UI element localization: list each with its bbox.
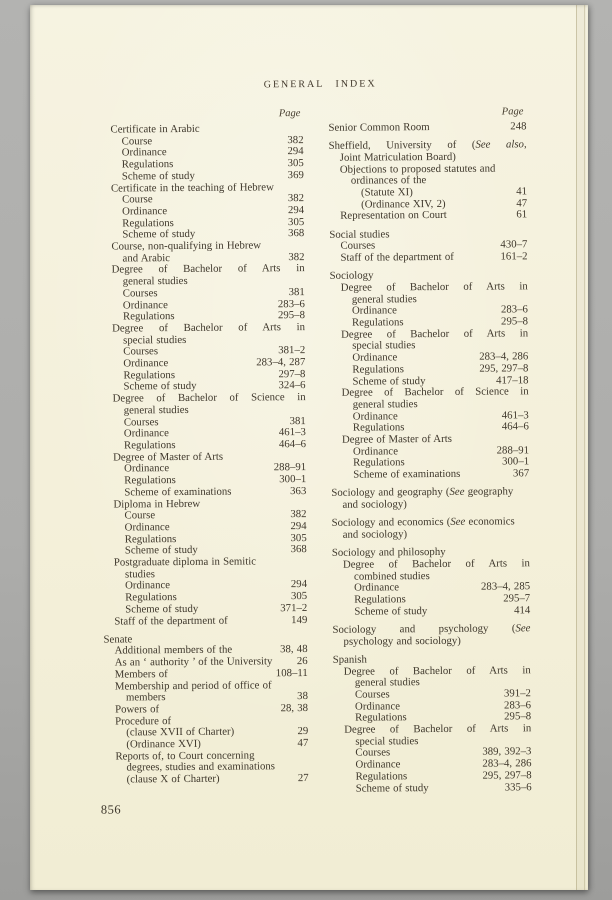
index-line	[105, 773, 309, 786]
entry-text: Ordinance	[122, 298, 168, 312]
entry-text: Courses	[122, 287, 158, 300]
index-group	[332, 623, 530, 648]
entry-text: Degree of Bachelor of Arts in	[340, 280, 528, 294]
entry-text: Objections to proposed statutes and	[339, 162, 496, 176]
page-number: 283–4, 286	[482, 757, 532, 770]
index-line	[329, 210, 527, 223]
entry-text: Ordinance	[354, 699, 401, 713]
page-number: 381	[288, 285, 305, 298]
entry-text: Staff of the department of	[340, 250, 454, 264]
entry-text: Ordinance	[351, 304, 397, 318]
entry-text: Ordinance	[355, 758, 401, 771]
cross-reference-text: See	[450, 516, 466, 529]
page-number: 61	[516, 208, 528, 221]
page-number: 382	[290, 508, 307, 521]
entry-text: economics	[465, 515, 515, 529]
entry-text: Scheme of study	[125, 602, 199, 616]
entry-text: Ordinance	[124, 462, 170, 475]
index-column-right	[328, 121, 531, 795]
page-number: 29	[297, 725, 309, 738]
entry-text	[329, 138, 527, 152]
entry-text: Scheme of study	[352, 374, 426, 388]
entry-text: Degree of Bachelor of Arts in	[343, 663, 531, 678]
index-group	[103, 633, 308, 787]
page-number: 288–91	[496, 444, 530, 457]
entry-text: (clause XVII of Charter)	[126, 725, 235, 739]
index-line	[332, 593, 530, 606]
index-group	[329, 228, 527, 265]
folio-number: 856	[100, 802, 122, 817]
page-number: 389, 392–3	[482, 745, 532, 759]
entry-text: Regulations	[124, 474, 176, 487]
entry-text: general studies	[122, 275, 188, 288]
index-group	[329, 139, 528, 222]
page-number: 295, 297–8	[479, 362, 529, 375]
entry-text: Sociology and philosophy	[331, 546, 446, 560]
entry-text: combined studies	[353, 569, 430, 583]
index-line	[329, 251, 527, 264]
entry-text: Certificate in the teaching of Hebrew	[110, 180, 274, 195]
page-number: 295–7	[503, 592, 531, 605]
entry-text: Ordinance	[122, 205, 168, 218]
page-number: 367	[512, 467, 530, 480]
index-line	[331, 468, 529, 481]
entry-text: (clause X of Charter)	[126, 772, 220, 786]
page-number: 294	[290, 578, 308, 591]
page-number: 295–8	[504, 710, 532, 723]
entry-text: Sociology and psychology (	[332, 622, 516, 636]
page-number: 381	[289, 414, 306, 427]
entry-text: Degree of Master of Arts	[113, 450, 224, 464]
entry-text: Scheme of study	[121, 169, 195, 183]
entry-text: Ordinance	[124, 521, 170, 534]
page-number: 461–3	[501, 408, 529, 422]
entry-text: Representation on Court	[340, 209, 447, 223]
page-number: 149	[291, 613, 308, 626]
entry-text: Regulations	[352, 363, 405, 376]
index-group	[331, 487, 529, 512]
entry-text: special studies	[355, 734, 419, 748]
entry-text: special studies	[352, 339, 416, 353]
entry-text: Course	[124, 509, 156, 522]
entry-text: general studies	[351, 292, 417, 306]
entry-text: studies	[124, 567, 156, 581]
running-head-title: GENERAL INDEX	[263, 78, 377, 91]
index-line	[332, 558, 530, 571]
page-number: 248	[510, 120, 527, 133]
entry-text: and sociology)	[342, 528, 408, 541]
entry-text: Procedure of	[115, 714, 172, 728]
entry-text: Course, non-qualifying in Hebrew	[111, 239, 262, 253]
entry-text: ,	[523, 138, 527, 151]
entry-text: Regulations	[354, 593, 406, 606]
page-number: 382	[287, 133, 304, 146]
entry-text: Degree of Bachelor of Arts in	[344, 722, 532, 736]
entry-text: Regulations	[355, 770, 408, 783]
cross-reference-text: See	[449, 486, 465, 499]
page-number: 461–3	[278, 426, 306, 439]
entry-text: Senior Common Room	[328, 121, 430, 134]
entry-text: Social studies	[329, 227, 390, 241]
entry-text: Members of	[114, 667, 168, 681]
entry-text: Courses	[123, 415, 159, 429]
entry-text	[332, 622, 530, 636]
index-line	[328, 121, 526, 134]
page-number: 38	[297, 690, 309, 703]
page-number: 41	[516, 185, 528, 198]
page-number: 108–11	[275, 666, 308, 680]
page-number: 371–2	[280, 601, 308, 615]
page-number: 382	[287, 192, 305, 205]
index-group	[328, 121, 526, 134]
page-number: 464–6	[501, 420, 529, 433]
entry-text: Ordinance	[121, 146, 167, 159]
index-group	[332, 546, 531, 618]
entry-text: Scheme of examinations	[124, 485, 232, 499]
entry-text: Regulations	[123, 439, 176, 452]
entry-text: Sheffield, University of (	[328, 138, 476, 153]
entry-text: Courses	[123, 345, 159, 358]
entry-text: Degree of Bachelor of Arts in	[111, 262, 305, 276]
entry-text: Scheme of study	[123, 380, 197, 393]
entry-text: Ordinance	[123, 357, 169, 370]
index-line	[332, 605, 530, 618]
page-number: 464–6	[278, 438, 307, 451]
page-number: 294	[287, 203, 305, 217]
entry-text: Scheme of study	[355, 781, 429, 795]
page-number: 283–6	[500, 303, 528, 316]
page-number: 300–1	[502, 455, 530, 468]
page-number: 295–8	[500, 315, 529, 328]
entry-text: Regulations	[355, 711, 407, 724]
entry-text: Reports of, to Court concerning	[115, 749, 255, 763]
page-number: 369	[287, 168, 304, 181]
entry-text: Staff of the department of	[114, 614, 228, 628]
index-group	[333, 653, 532, 795]
index-line	[332, 528, 530, 541]
index-line	[103, 615, 307, 628]
entry-text: Regulations	[353, 456, 405, 470]
index-group	[99, 123, 307, 628]
entry-text: general studies	[354, 676, 420, 689]
entry-text: Degree of Bachelor of Arts in	[112, 320, 306, 335]
index-group	[330, 270, 530, 482]
index-line	[330, 281, 528, 294]
entry-text: Certificate in Arabic	[110, 122, 200, 136]
page-number: 295–8	[277, 309, 306, 322]
page-number: 38, 48	[280, 643, 308, 656]
entry-text: Ordinance	[352, 351, 398, 364]
entry-text: Ordinance	[125, 579, 171, 592]
entry-text: general studies	[123, 403, 189, 417]
entry-text: Membership and period of office of	[114, 678, 272, 693]
entry-text: members	[125, 691, 166, 704]
entry-text: and sociology)	[342, 498, 407, 511]
page-number: 381–2	[278, 344, 306, 357]
page-number: 283–4, 285	[480, 580, 531, 593]
entry-text: Course	[122, 193, 153, 206]
entry-text: Scheme of study	[122, 228, 196, 241]
page-number: 305	[290, 531, 307, 544]
page-number: 414	[514, 603, 531, 617]
page-number: 47	[516, 196, 528, 210]
page-number: 283–6	[277, 297, 305, 310]
index-line	[101, 322, 305, 335]
book-page	[30, 5, 588, 890]
page-number: 283–4, 287	[256, 356, 306, 369]
entry-text: psychology and sociology)	[343, 634, 461, 648]
index-column-left	[99, 123, 308, 786]
page-number: 28, 38	[280, 701, 309, 715]
entry-text: Ordinance	[123, 427, 169, 440]
page-number: 47	[297, 737, 309, 750]
entry-text: Additional members of the	[114, 644, 233, 657]
entry-text: Regulations	[122, 310, 175, 323]
entry-text: Degree of Bachelor of Arts in	[341, 327, 529, 341]
index-line	[332, 635, 530, 648]
entry-text: Degree of Bachelor of Science in	[341, 385, 529, 400]
entry-text: Sociology and geography (	[331, 486, 450, 500]
entry-text: Regulations	[125, 591, 177, 604]
entry-text: Ordinance	[352, 409, 398, 423]
entry-text: Spanish	[332, 653, 367, 666]
entry-text: Regulations	[121, 158, 174, 171]
entry-text: special studies	[123, 333, 187, 347]
page-number: 283–6	[503, 698, 532, 712]
index-group	[332, 517, 530, 542]
page-number: 305	[287, 157, 304, 170]
entry-text: and Arabic	[122, 251, 171, 265]
entry-text: Regulations	[351, 316, 404, 329]
entry-text: Sociology and economics (	[331, 516, 451, 530]
page-number: 295, 297–8	[482, 769, 532, 782]
page-number: 161–2	[500, 250, 528, 263]
page-number: 368	[288, 227, 305, 240]
entry-text: geography	[464, 485, 514, 499]
page-number: 335–6	[504, 780, 532, 794]
page-number: 294	[290, 519, 307, 533]
entry-text: Courses	[355, 746, 391, 760]
index-line	[331, 498, 529, 511]
entry-text: Regulations	[124, 532, 177, 546]
entry-text: (Ordinance XVI)	[126, 737, 201, 751]
entry-text: general studies	[352, 398, 418, 411]
entry-text: Scheme of examinations	[353, 467, 461, 481]
entry-text: Degree of Bachelor of Arts in	[342, 557, 530, 571]
entry-text: As an ‘ authority ’ of the University	[114, 655, 273, 669]
cross-reference-text: See also	[475, 138, 524, 151]
page-number: 430–7	[500, 238, 528, 251]
page-number: 300–1	[279, 473, 307, 486]
entry-text: Degree of Master of Arts	[341, 432, 452, 446]
entry-text: Regulations	[122, 216, 174, 230]
entry-text: ordinances of the	[350, 174, 427, 187]
page-number: 382	[288, 250, 305, 263]
page-number: 368	[290, 543, 307, 556]
page-number: 297–8	[278, 367, 306, 381]
entry-text: Diploma in Hebrew	[113, 497, 201, 511]
entry-text: degrees, studies and examinations	[126, 760, 275, 774]
page-content	[27, 3, 592, 892]
page-number: 324–6	[278, 379, 306, 392]
entry-text: Scheme of study	[124, 544, 198, 557]
index-line	[104, 703, 308, 716]
entry-text: Scheme of study	[354, 604, 428, 618]
entry-text: Powers of	[115, 703, 160, 716]
page-label-right-column: Page	[501, 106, 524, 118]
entry-text: Joint Matriculation Board)	[339, 150, 456, 164]
page-number: 294	[287, 145, 304, 158]
page-number: 391–2	[503, 687, 531, 700]
entry-text: Regulations	[352, 421, 405, 435]
entry-text: Degree of Bachelor of Science in	[112, 391, 306, 405]
entry-text: (Statute XI)	[360, 186, 413, 199]
entry-text: Regulations	[123, 368, 176, 382]
entry-text: Courses	[340, 239, 376, 253]
page-number: 363	[290, 484, 307, 497]
page-number: 305	[287, 215, 305, 228]
entry-text: Postgraduate diploma in Semitic	[113, 555, 257, 569]
entry-text: Course	[121, 134, 153, 148]
page-number: 283–4, 286	[479, 350, 529, 363]
page-number: 305	[290, 590, 308, 603]
entry-text: Ordinance	[354, 581, 400, 594]
index-line	[334, 782, 532, 795]
page-number: 288–91	[273, 461, 307, 474]
page-number: 27	[297, 772, 309, 785]
entry-text: Sociology	[329, 269, 374, 283]
entry-text: Senate	[103, 633, 133, 646]
page-label-left-column: Page	[278, 108, 301, 120]
page-number: 417–18	[496, 373, 529, 387]
page-number: 26	[296, 655, 308, 668]
entry-text: Courses	[354, 688, 390, 701]
entry-text: Ordinance	[352, 445, 399, 458]
entry-text: (Ordinance XIV, 2)	[361, 197, 446, 211]
cross-reference-text: See	[515, 622, 531, 635]
